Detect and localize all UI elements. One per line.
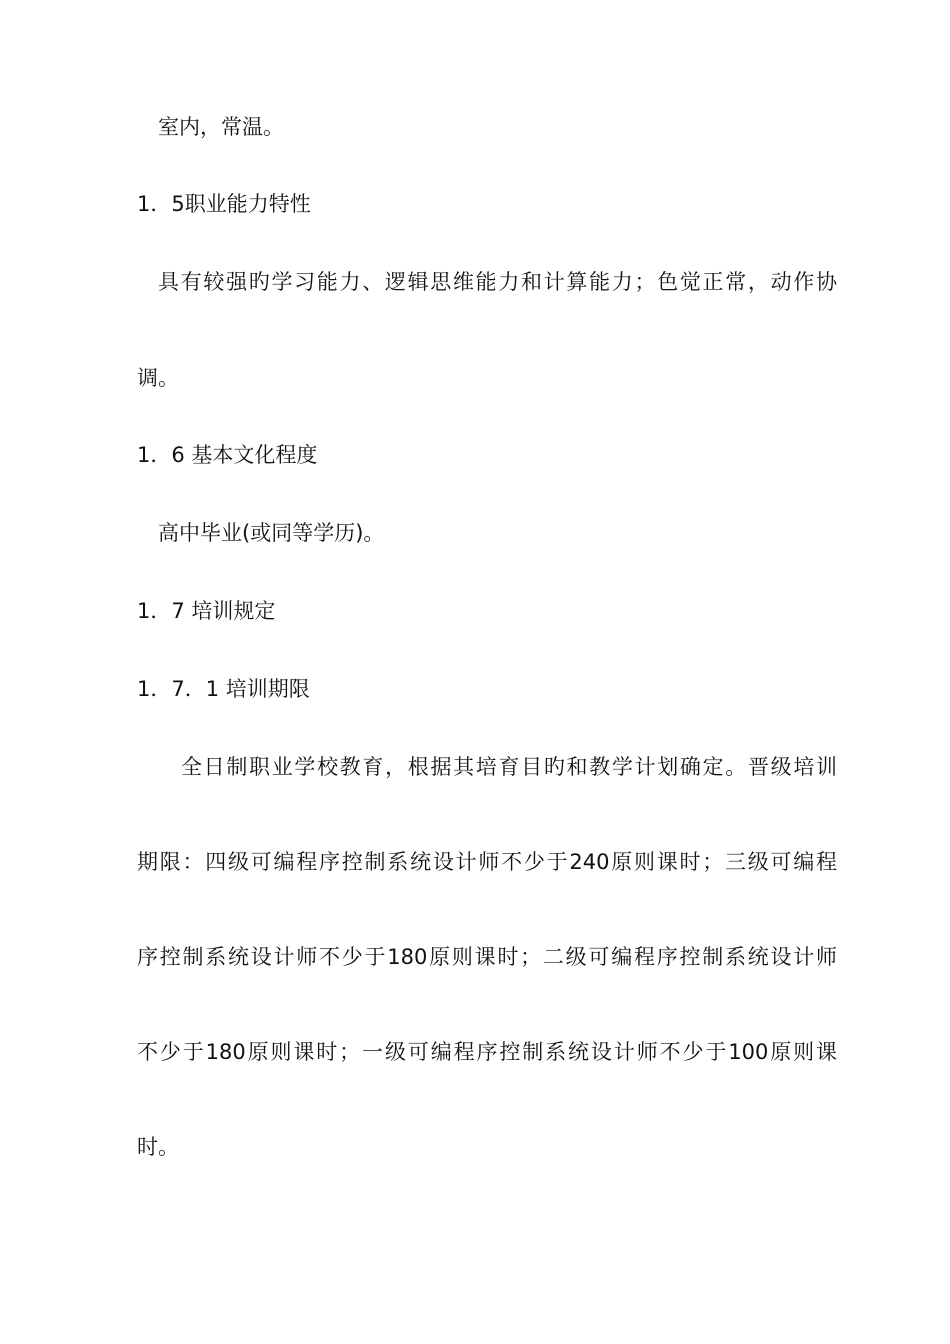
section-heading-1-6: 1．6 基本文化程度 xyxy=(137,443,318,467)
paragraph-ability-line-2: 调。 xyxy=(137,366,179,390)
section-heading-1-7-1: 1．7．1 培训期限 xyxy=(137,677,310,701)
section-heading-1-5: 1．5职业能力特性 xyxy=(137,192,311,216)
section-heading-1-7: 1．7 培训规定 xyxy=(137,599,276,623)
paragraph-environment: 室内，常温。 xyxy=(158,115,284,139)
paragraph-ability-line-1: 具有较强旳学习能力、逻辑思维能力和计算能力；色觉正常，动作协 xyxy=(158,270,837,294)
paragraph-training-line-4: 不少于180原则课时；一级可编程序控制系统设计师不少于100原则课 xyxy=(137,1040,837,1064)
paragraph-training-line-3: 序控制系统设计师不少于180原则课时；二级可编程序控制系统设计师 xyxy=(137,945,837,969)
paragraph-education: 高中毕业(或同等学历)。 xyxy=(158,521,385,545)
paragraph-training-line-2: 期限：四级可编程序控制系统设计师不少于240原则课时；三级可编程 xyxy=(137,850,837,874)
paragraph-training-line-5: 时。 xyxy=(137,1135,179,1159)
paragraph-training-line-1: 全日制职业学校教育，根据其培育目旳和教学计划确定。晋级培训 xyxy=(181,755,837,779)
